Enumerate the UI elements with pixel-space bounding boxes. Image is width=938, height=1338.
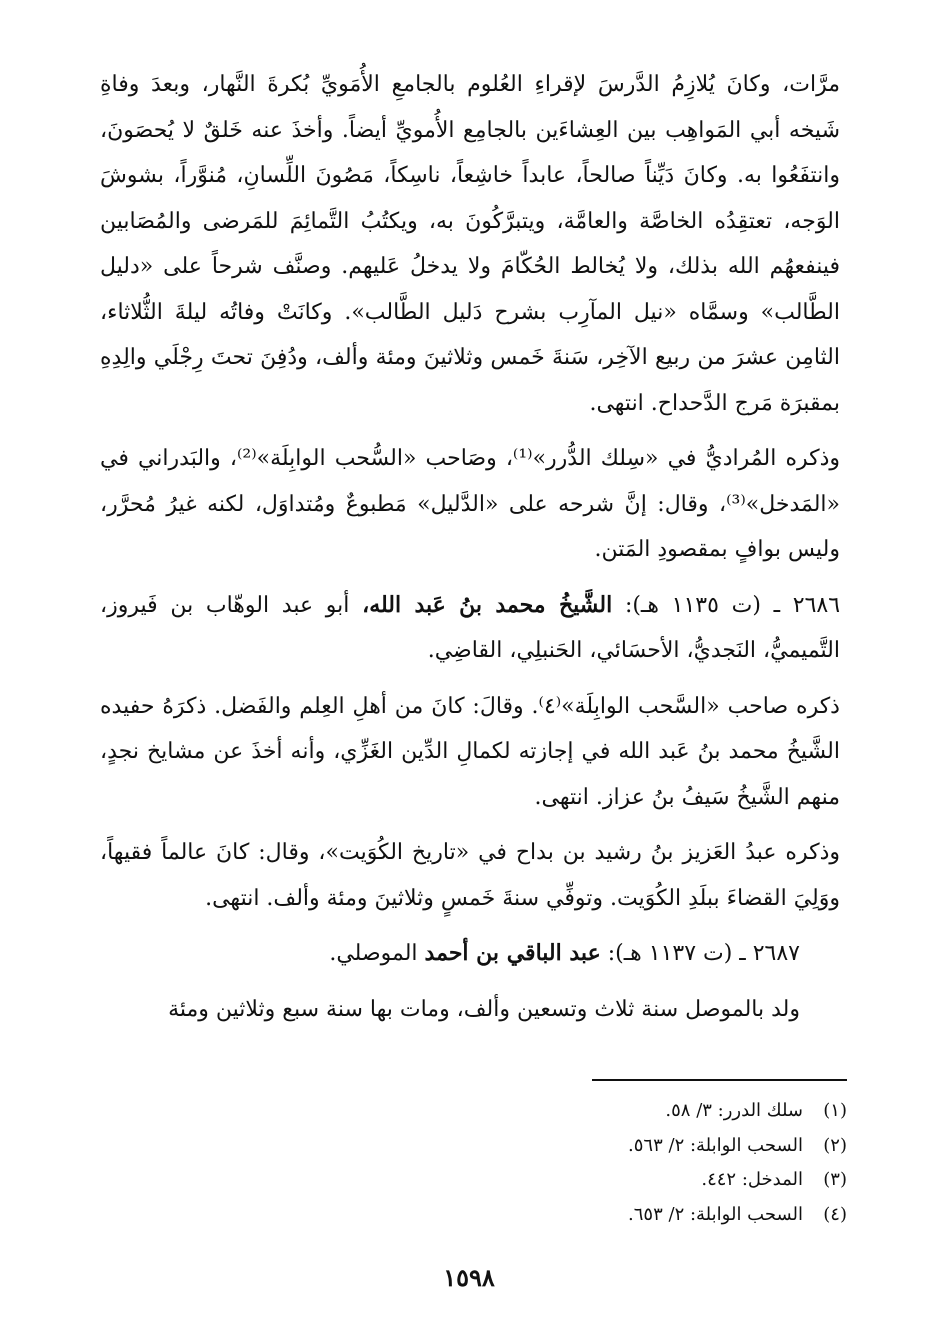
page-body (100, 62, 840, 1032)
entry-name: الشَّيخُ محمد بنُ عَبد الله، (362, 591, 613, 618)
footnote-text: السحب الوابلة: ٢/ ٥٦٣. (628, 1134, 803, 1156)
footnote-number: (١) (823, 1100, 847, 1121)
footnote-number: (٤) (823, 1203, 847, 1225)
entry-details: الموصلي. (329, 941, 418, 966)
footnote-number: (٢) (823, 1134, 847, 1156)
footnotes (347, 1094, 847, 1232)
footnote-divider (592, 1079, 847, 1081)
footnote-item (347, 1198, 847, 1233)
footnote-number: (٣) (823, 1169, 847, 1190)
entry-heading-2687 (100, 931, 840, 977)
footnote-item (347, 1094, 847, 1129)
biography-paragraph: ذكره صاحب «السَّحب الوابِلَة»⁽٤⁾. وقالَ: كانَ من أهلِ العِلم والفَضل. ذكرَهُ حفيده الشَّيخُ محمد بنُ عَبد الله في إجازته لكمالِ الدِّين الغَزِّي، وأنه أخذَ عن مشايخ نجدٍ، منهم الشَّيخُ سَيفُ بنُ عزاز. انتهى. (100, 693, 840, 810)
footnote-text: سلك الدرر: ٣/ ٥٨. (665, 1100, 803, 1121)
page-number: ١٥٩٨ (443, 1263, 495, 1292)
footnote-item (347, 1129, 847, 1164)
citation-paragraph: وذكره عبدُ العَزيز بنُ رشيد بن بداح في «تاريخ الكُوَيت»، وقال: كانَ عالماً فقيهاً، ووَلِيَ القضاءَ ببلَدِ الكُوَيت. وتوفِّي سنةَ خَمسٍ وثلاثينَ ومئة وألف. انتهى. (100, 840, 840, 911)
entry-details: أبو عبد الوهّاب بن فَيروز، التَّميميُّ، النَجديُّ، الأحسَائي، الحَنبلِي، القاضِي. (100, 592, 840, 663)
entry-heading-2686 (100, 583, 840, 674)
biography-paragraph: ولد بالموصل سنة ثلاث وتسعين وألف، ومات بها سنة سبع وثلاثين ومئة (168, 996, 800, 1022)
biography-paragraph: مرَّات، وكانَ يُلازِمُ الدَّرسَ لإقراءِ العُلوم بالجامعِ الأُمَويِّ بُكرةَ النَّهار، وبعدَ وفاةِ شَيخه أبي المَواهِب بين العِشاءَين بالجامِع الأُمويِّ أيضاً. وأخذَ عنه خَلقٌ لا يُحصَونَ، وانتفَعُوا به. وكانَ دَيِّناً صالحاً، عابداً خاشِعاً، ناسِكاً، مَصُونَ اللِّسانِ، مُنوَّراً، بشوشَ الوَجه، تعتقِدُه الخاصَّة والعامَّة، ويتبرَّكُونَ به، ويكتُبُ التَّمائِمَ للمَرضى والمُصَابين فينفعهُم الله بذلك، ولا يُخالط الحُكّامَ ولا يدخلُ عَليهم. وصنَّف شرحاً على «دليل الطَّالب» وسمَّاه «نيل المآرِب بشرح دَليل الطَّالب». وكانَتْ وفاتُه ليلةَ الثُّلاثاء، الثامِن عشرَ من ربيع الآخِر، سَنةَ خَمس وثلاثينَ ومئة وألف، ودُفِنَ تحتَ رِجْلَي والِدِهِ بمقبرَة مَرج الدَّحداح. انتهى. (100, 72, 840, 416)
entry-name: عبد الباقي بن أحمد (424, 940, 601, 966)
citation-paragraph: وذكره المُراديُّ في «سِلك الدُّرر»⁽¹⁾، وصَاحب «السُّحب الوابِلَة»⁽²⁾، والبَدراني في «المَدخل»⁽³⁾، وقال: إنَّ شرحه على «الدَّليل» مَطبوعٌ ومُتداوَل، لكنه غيرُ مُحرَّر، وليس بوافٍ بمقصودِ المَتن. (100, 446, 841, 562)
footnote-item (347, 1163, 847, 1198)
entry-number: ٢٦٨٦ ـ (ت ١١٣٥ هـ): (624, 592, 841, 618)
footnote-text: السحب الوابلة: ٢/ ٦٥٣. (628, 1203, 803, 1225)
entry-number: ٢٦٨٧ ـ (ت ١١٣٧ هـ): (607, 941, 800, 966)
footnote-text: المدخل: ٤٤٢. (701, 1169, 803, 1190)
